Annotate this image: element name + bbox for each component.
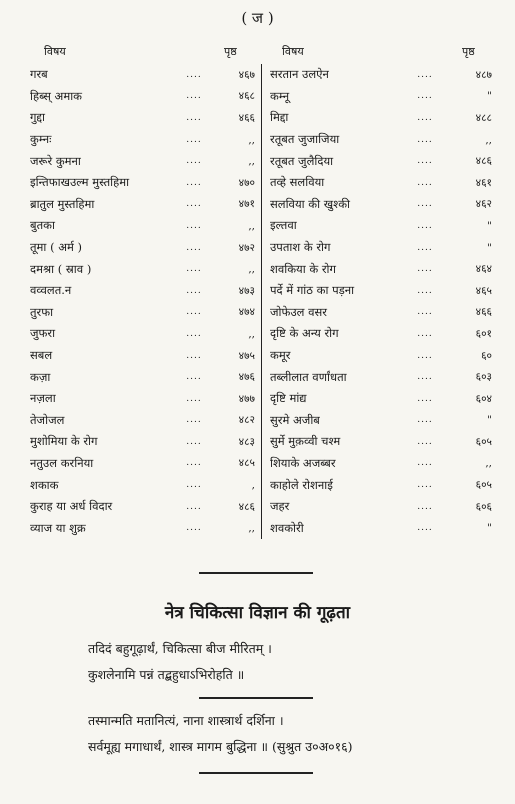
verse-line: तदिदं बहुगूढ़ार्थं, चिकित्सा बीज मीरितम् । [88,641,272,656]
leader-dots: .... [417,350,433,361]
subject-right: सलविया की खुश्की [262,194,409,216]
subject-left: गरब [30,67,48,82]
subject-left: वव्वलत.न [30,283,72,298]
index-row [30,64,492,86]
divider-middle [199,697,313,699]
subject-right: इल्तवा [262,215,409,237]
index-row [30,150,492,172]
header-subject-right: विषय [282,45,304,58]
page-num-left: ४७६ [238,371,255,384]
page-num-right: ४६१ [475,176,492,189]
verse-line: तस्मान्मति मतानित्यं, नाना शास्त्रार्थ दर्शिना । [88,713,284,728]
subject-left: नज़ला [30,391,56,406]
page-num-left: ४६७ [238,68,255,81]
leader-dots: .... [186,220,202,231]
index-row [30,496,492,518]
page-num-right: ४६४ [475,263,492,276]
verse-line: कुशलेनामि पन्नं तद्बहुधाऽभिरोहति ॥ [88,667,245,682]
leader-dots: .... [186,415,202,426]
page-label: ( ज ) [241,9,274,27]
page-num-right: ६० [481,349,492,362]
section-heading: नेत्र चिकित्सा विज्ञान की गूढ़ता [164,603,351,623]
subject-right: कमूर [262,345,409,367]
subject-left: कुम्नः [30,132,52,147]
subject-right: कम्नू [262,86,409,108]
subject-right: रतूबत जुलैदिया [262,150,409,172]
subject-right: सुर्मे मुक़व्वी चश्म [262,431,409,453]
page-num-left: ४६८ [238,90,255,103]
page-num-left: ४७० [238,176,255,189]
leader-dots: .... [417,480,433,491]
leader-dots: .... [417,436,433,447]
subject-left: ब्रातुल मुस्तहिमा [30,196,95,211]
subject-left: तेजोजल [30,412,65,427]
subject-right: सरतान उलऐन [262,64,409,86]
subject-left: सबल [30,348,53,363]
leader-dots: .... [417,242,433,253]
leader-dots: .... [186,372,202,383]
subject-right: तव्हे सलविया [262,172,409,194]
index-row [30,474,492,496]
subject-right: शवकिया के रोग [262,258,409,280]
subject-left: मुशोमिया के रोग [30,434,98,449]
subject-right: जोफेउल वसर [262,302,409,324]
leader-dots: .... [186,393,202,404]
leader-dots: .... [186,307,202,318]
page-num-right: ४६६ [475,306,492,319]
verse-line: सर्वमूह्य मगाधार्थं, शास्त्र मागम बुद्धिना ॥ (सुश्रुत उ०अ०१६) [88,739,353,754]
leader-dots: .... [186,285,202,296]
page-num-right: " [487,414,492,427]
subject-right: मिद्दा [262,107,409,129]
index-row [30,388,492,410]
subject-left: तूमा ( अर्म ) [30,240,83,255]
leader-dots: .... [186,91,202,102]
page-num-left: , [251,479,255,492]
page-num-left: ,, [248,133,255,146]
page-num-left: ४७७ [238,392,255,405]
page-num-left: ,, [248,522,255,535]
page-num-right: ६०४ [475,392,492,405]
index-row [30,172,492,194]
leader-dots: .... [417,134,433,145]
page-num-left: ४७२ [238,241,255,254]
subject-left: शकाक [30,477,59,492]
index-row [30,453,492,475]
page-num-left: ४७३ [238,284,255,297]
leader-dots: .... [417,264,433,275]
page-num-right: " [487,219,492,232]
page-num-left: ,, [248,219,255,232]
subject-left: जुफरा [30,326,56,341]
subject-right: शवकोरी [262,517,409,539]
leader-dots: .... [417,328,433,339]
page-num-left: ४८२ [238,414,255,427]
subject-right: काहोले रोशनाई [262,474,409,496]
leader-dots: .... [417,372,433,383]
leader-dots: .... [186,480,202,491]
page-num-right: " [487,241,492,254]
index-row [30,302,492,324]
leader-dots: .... [417,156,433,167]
divider-bottom [199,772,313,774]
page-num-right: " [487,522,492,535]
header-page-right: पृष्ठ [462,45,475,58]
leader-dots: .... [417,199,433,210]
index-table [30,64,492,539]
leader-dots: .... [417,112,433,123]
page-num-left: ४८५ [238,457,255,470]
page-num-left: ४६६ [238,111,255,124]
page-num-right: " [487,90,492,103]
page-num-right: ६०५ [475,435,492,448]
page-num-left: ,, [248,263,255,276]
subject-right: दृष्टि के अन्य रोग [262,323,409,345]
subject-right: तब्लीलात वर्णांधता [262,366,409,388]
leader-dots: .... [417,501,433,512]
subject-left: कुराह या अर्ध विदार [30,499,113,514]
leader-dots: .... [186,264,202,275]
leader-dots: .... [417,393,433,404]
page-num-right: ४८८ [475,111,492,124]
leader-dots: .... [186,501,202,512]
subject-left: व्याज या शुक्र [30,520,86,535]
index-row [30,107,492,129]
header-subject-left: विषय [44,45,66,58]
subject-left: हिब्स् अमाक [30,88,83,103]
leader-dots: .... [186,436,202,447]
page-num-left: ,, [248,155,255,168]
page-num-right: ६०६ [475,500,492,513]
page-num-right: ६०१ [475,327,492,340]
leader-dots: .... [417,220,433,231]
subject-left: कज़ा [30,369,51,384]
subject-right: शियाके अजब्बर [262,453,409,475]
divider-top [199,572,313,574]
subject-left: नतुउल करनिया [30,455,94,470]
leader-dots: .... [417,91,433,102]
page-num-left: ,, [248,327,255,340]
subject-right: उपताश के रोग [262,237,409,259]
page-num-right: ४८७ [475,68,492,81]
index-row [30,258,492,280]
subject-left: इन्तिफाखउल्म मुस्तहिमा [30,175,130,190]
subject-left: तुरफा [30,304,54,319]
index-row [30,345,492,367]
leader-dots: .... [186,69,202,80]
leader-dots: .... [186,242,202,253]
leader-dots: .... [417,458,433,469]
leader-dots: .... [417,285,433,296]
leader-dots: .... [417,523,433,534]
index-row [30,237,492,259]
index-row [30,517,492,539]
page-num-left: ४७४ [238,306,255,319]
leader-dots: .... [417,415,433,426]
subject-right: जहर [262,496,409,518]
index-row [30,129,492,151]
leader-dots: .... [186,112,202,123]
page-num-left: ४८३ [238,435,255,448]
subject-left: जरूरे कुमना [30,153,81,168]
leader-dots: .... [186,328,202,339]
page-num-left: ४७१ [238,198,255,211]
subject-left: दमश्रा ( स्राव ) [30,261,92,276]
leader-dots: .... [186,134,202,145]
leader-dots: .... [186,350,202,361]
index-row [30,431,492,453]
page-num-right: ,, [485,457,492,470]
subject-right: सुरमे अजीब [262,410,409,432]
index-row [30,86,492,108]
subject-right: दृष्टि मांद्य [262,388,409,410]
page-num-right: ६०५ [475,479,492,492]
page-num-right: ४८६ [475,155,492,168]
page-num-right: ,, [485,133,492,146]
leader-dots: .... [186,458,202,469]
leader-dots: .... [186,156,202,167]
leader-dots: .... [186,177,202,188]
subject-left: गुद्दा [30,110,46,125]
page-num-left: ४७५ [238,349,255,362]
index-row [30,366,492,388]
index-row [30,280,492,302]
subject-left: बुतका [30,218,55,233]
page-num-right: ४६२ [475,198,492,211]
header-page-left: पृष्ठ [224,45,237,58]
page-num-right: ६०३ [475,371,492,384]
index-row [30,194,492,216]
leader-dots: .... [186,523,202,534]
page-num-right: ४६५ [475,284,492,297]
leader-dots: .... [417,69,433,80]
index-row [30,410,492,432]
page-num-left: ४८६ [238,500,255,513]
subject-right: रतूबत जुजाजिया [262,129,409,151]
leader-dots: .... [417,177,433,188]
subject-right: पर्दे में गांठ का पड़ना [262,280,409,302]
index-row [30,323,492,345]
leader-dots: .... [417,307,433,318]
index-row [30,215,492,237]
leader-dots: .... [186,199,202,210]
